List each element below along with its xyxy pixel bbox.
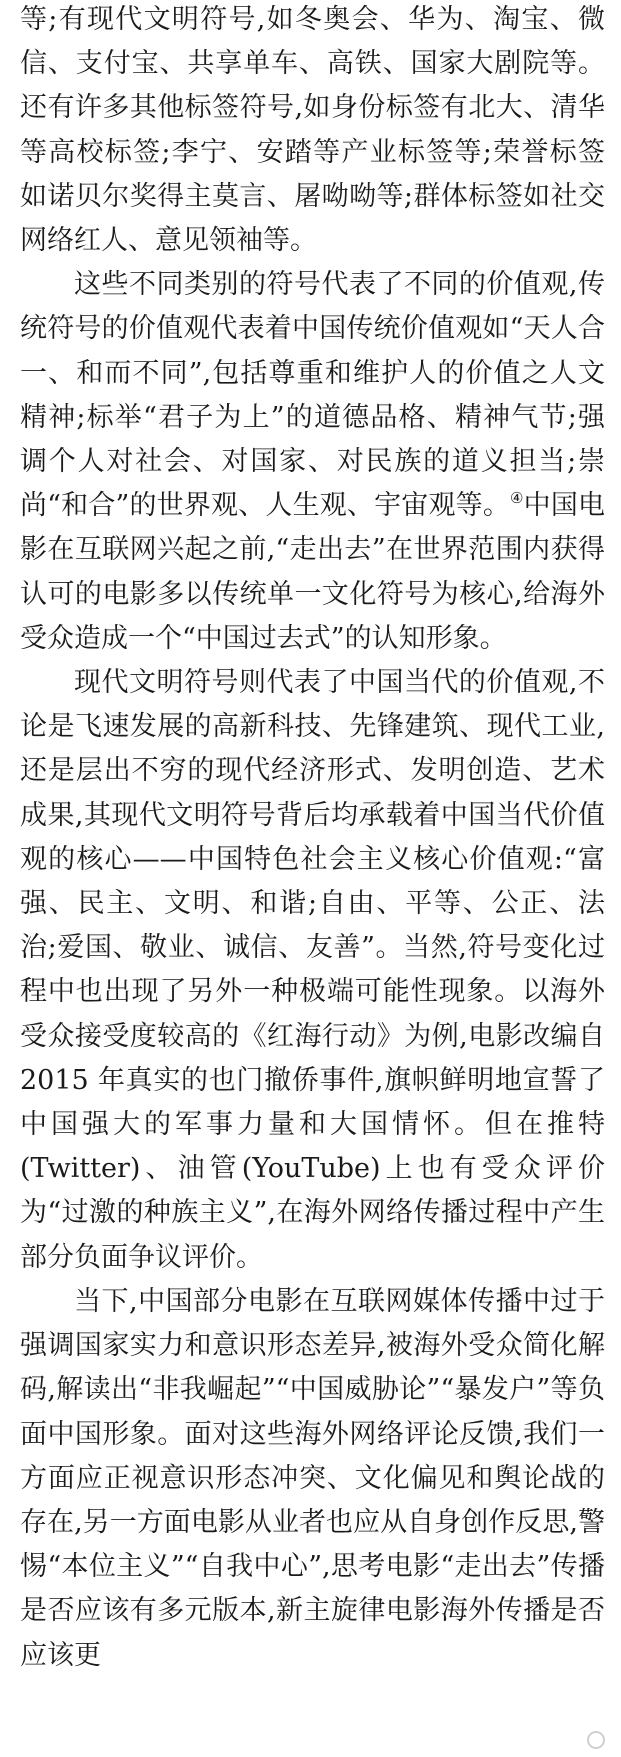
- footnote-marker: ④: [510, 489, 524, 508]
- paragraph-4: 当下,中国部分电影在互联网媒体传播中过于强调国家实力和意识形态差异,被海外受众简化解码,解读出“非我崛起”“中国威胁论”“暴发户”等负面中国形象。面对这些海外网络评论反馈,我们一方面应正视意识形态冲突、文化偏见和舆论战的存在,另一方面电影从业者也应从自身创作反思,警惕“本位主义”“自我中心”,思考电影“走出去”传播是否应该有多元版本,新主旋律电影海外传播是否应该更: [20, 1285, 605, 1671]
- paragraph-2-text-before-note: 这些不同类别的符号代表了不同的价值观,传统符号的价值观代表着中国传统价值观如“天人合一、和而不同”,包括尊重和维护人的价值之人文精神;标举“君子为上”的道德品格、精神气节;强调个人对社会、对国家、对民族的道义担当;崇尚“和合”的世界观、人生观、宇宙观等。: [20, 269, 605, 522]
- watermark: [587, 1731, 605, 1749]
- paragraph-2-text-after-note: 中国电影在互联网兴起之前,“走出去”在世界范围内获得认可的电影多以传统单一文化符号为核心,给海外受众造成一个“中国过去式”的认知形象。: [20, 490, 606, 654]
- paragraph-3: 现代文明符号则代表了中国当代的价值观,不论是飞速发展的高新科技、先锋建筑、现代工业,还是层出不穷的现代经济形式、发明创造、艺术成果,其现代文明符号背后均承载着中国当代价值观的核心——中国特色社会主义核心价值观:“富强、民主、文明、和谐;自由、平等、公正、法治;爱国、敬业、诚信、友善”。当然,符号变化过程中也出现了另外一种极端可能性现象。以海外受众接受度较高的《红海行动》为例,电影改编自 2015 年真实的也门撤侨事件,旗帜鲜明地宣誓了中国强大的军事力量和大国情怀。但在推特(Twitter)、油管(YouTube)上也有受众评价为“过激的种族主义”,在海外网络传播过程中产生部分负面争议评价。: [20, 667, 605, 1273]
- watermark-logo-icon: [587, 1731, 605, 1749]
- paragraph-2: [20, 263, 605, 661]
- paragraph-1: 等;有现代文明符号,如冬奥会、华为、淘宝、微信、支付宝、共享单车、高铁、国家大剧院等。还有许多其他标签符号,如身份标签有北大、清华等高校标签;李宁、安踏等产业标签等;荣誉标签如诺贝尔奖得主莫言、屠呦呦等;群体标签如社交网络红人、意见领袖等。: [20, 4, 605, 257]
